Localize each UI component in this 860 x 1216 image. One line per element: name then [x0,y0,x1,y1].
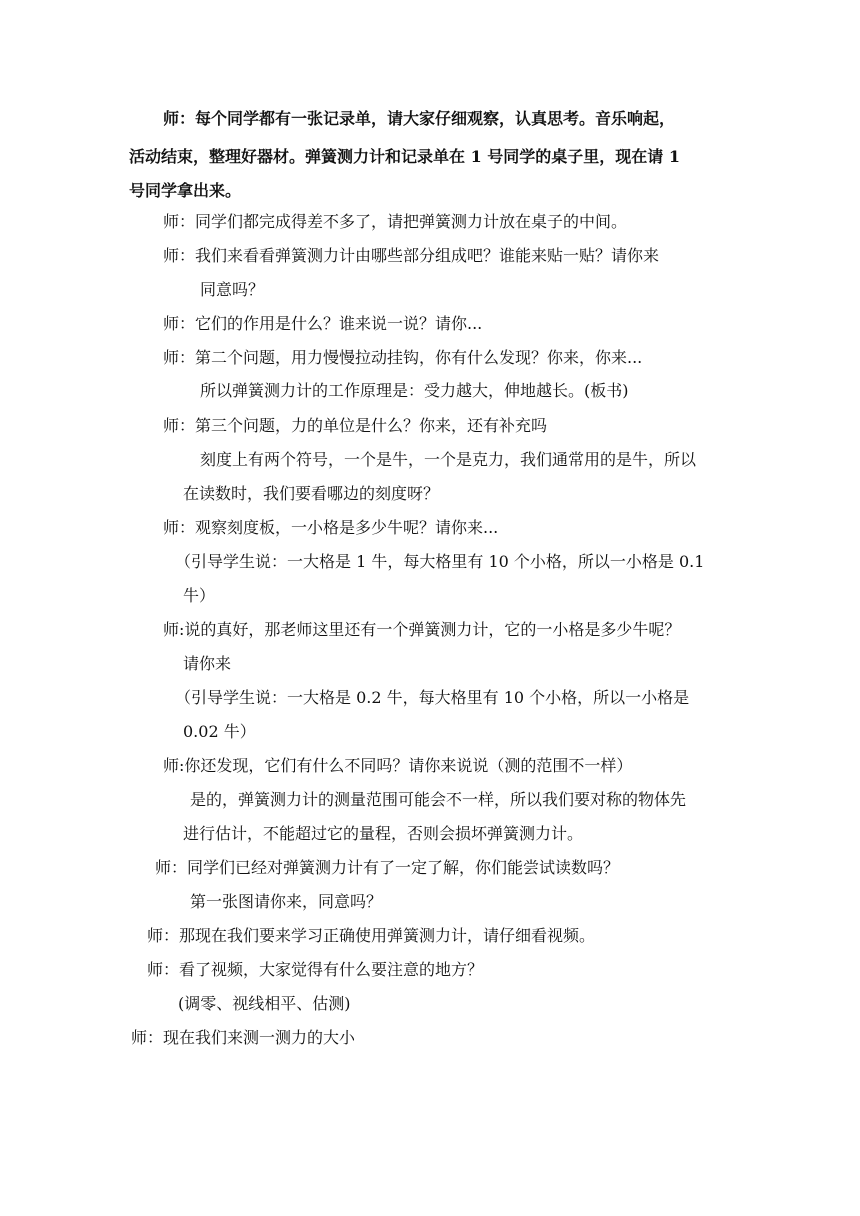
text-line: （引导学生说：一大格是 0.2 牛，每大格里有 10 个小格，所以一小格是 [175,688,690,707]
text-line: (调零、视线相平、估测) [178,994,351,1013]
text-line: 师：现在我们来测一测力的大小 [131,1028,356,1047]
text-line: 活动结束，整理好器材。弹簧测力计和记录单在 1 号同学的桌子里，现在请 1 [129,147,680,166]
text-line: 师：第三个问题，力的单位是什么？你来，还有补充吗 [163,416,548,435]
text-line: 在读数时，我们要看哪边的刻度呀？ [183,484,440,503]
text-line: 师:你还发现，它们有什么不同吗？请你来说说（测的范围不一样） [163,756,633,775]
text-line: 师：同学们都完成得差不多了，请把弹簧测力计放在桌子的中间。 [163,212,628,231]
text-line: 0.02 牛） [183,722,256,741]
text-line: 师：第二个问题，用力慢慢拉动挂钩，你有什么发现？你来，你来... [163,348,643,367]
text-line: 进行估计，不能超过它的量程，否则会损坏弹簧测力计。 [183,824,584,843]
text-line: 所以弹簧测力计的工作原理是：受力越大，伸地越长。(板书) [200,381,629,400]
text-line: 师：同学们已经对弹簧测力计有了一定了解，你们能尝试读数吗？ [155,858,620,877]
text-line: 牛） [183,586,216,605]
text-line: 第一张图请你来，同意吗？ [190,892,383,911]
text-line: 是的，弹簧测力计的测量范围可能会不一样，所以我们要对称的物体先 [190,790,687,809]
text-line: 师：它们的作用是什么？谁来说一说？请你... [163,314,483,333]
text-line: （引导学生说：一大格是 1 牛，每大格里有 10 个小格，所以一小格是 0.1 [175,552,705,571]
text-line: 请你来 [183,654,232,673]
text-line: 师：每个同学都有一张记录单，请大家仔细观察，认真思考。音乐响起， [163,109,676,128]
text-line: 师:说的真好，那老师这里还有一个弹簧测力计，它的一小格是多少牛呢？ [163,620,681,639]
text-line: 刻度上有两个符号，一个是牛，一个是克力，我们通常用的是牛，所以 [200,450,697,469]
text-line: 师：我们来看看弹簧测力计由哪些部分组成吧？谁能来贴一贴？请你来 [163,246,660,265]
text-line: 号同学拿出来。 [129,181,242,200]
text-line: 师：观察刻度板，一小格是多少牛呢？请你来... [163,518,499,537]
text-line: 师：看了视频，大家觉得有什么要注意的地方？ [147,960,484,979]
text-line: 同意吗？ [200,280,265,299]
text-line: 师：那现在我们要来学习正确使用弹簧测力计，请仔细看视频。 [147,926,596,945]
